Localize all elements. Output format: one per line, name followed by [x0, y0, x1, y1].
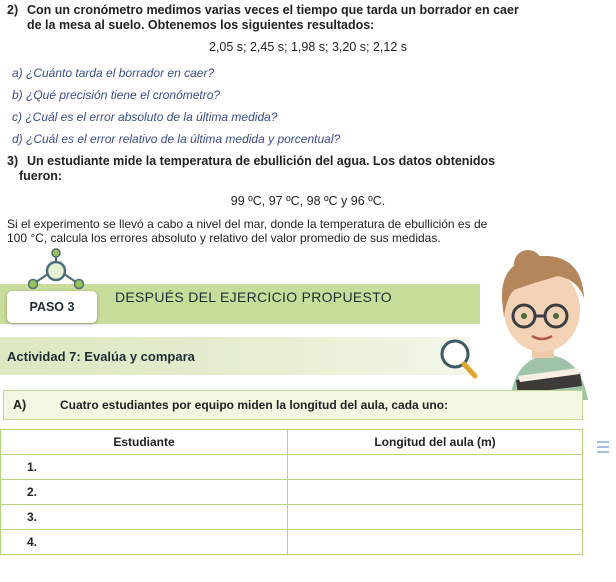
question-2b: b) ¿Qué precisión tiene el cronómetro?	[12, 88, 221, 102]
question-3-header	[7, 154, 607, 184]
table-row	[1, 505, 583, 530]
row-number: 1.	[1, 455, 288, 480]
molecule-icon	[26, 248, 86, 290]
length-cell[interactable]	[288, 455, 583, 480]
question-2-header	[7, 3, 607, 33]
question-3-line1: Un estudiante mide la temperatura de ebullición del agua. Los datos obtenidos	[27, 154, 496, 168]
header-student: Estudiante	[1, 430, 288, 455]
question-3-number: 3)	[7, 154, 19, 168]
length-cell[interactable]	[288, 505, 583, 530]
menu-icon[interactable]	[596, 440, 610, 454]
table-row	[1, 530, 583, 555]
question-2-line2: de la mesa al suelo. Obtenemos los siguientes resultados:	[27, 18, 375, 32]
question-2c: c) ¿Cuál es el error absoluto de la última medida?	[12, 110, 278, 124]
banner-title: DESPUÉS DEL EJERCICIO PROPUESTO	[115, 289, 392, 305]
table-row	[1, 455, 583, 480]
header-length: Longitud del aula (m)	[288, 430, 583, 455]
question-3-para-line2: 100 °C, calcula los errores absoluto y relativo del valor promedio de sus medidas.	[7, 231, 441, 245]
time-measurements: 2,05 s; 2,45 s; 1,98 s; 3,20 s; 2,12 s	[208, 40, 408, 54]
question-2-number: 2)	[7, 3, 19, 17]
activity-title: Actividad 7: Evalúa y compara	[7, 349, 195, 364]
row-number: 3.	[1, 505, 288, 530]
teacher-illustration	[470, 240, 616, 400]
question-2-line1: Con un cronómetro medimos varias veces el tiempo que tarda un borrador en caer	[27, 3, 519, 17]
question-3-para-line1: Si el experimento se llevó a cabo a nivel del mar, donde la temperatura de ebullición es de	[7, 217, 488, 231]
temperature-measurements: 99 ºC, 97 ºC, 98 ºC y 96 ºC.	[230, 194, 386, 208]
length-cell[interactable]	[288, 530, 583, 555]
question-2a: a) ¿Cuánto tarda el borrador en caer?	[12, 66, 215, 80]
question-3-line2: fueron:	[19, 169, 63, 183]
length-cell[interactable]	[288, 480, 583, 505]
row-number: 2.	[1, 480, 288, 505]
measurement-table	[0, 429, 583, 555]
question-2d: d) ¿Cuál es el error relativo de la última medida y porcentual?	[12, 132, 341, 146]
row-number: 4.	[1, 530, 288, 555]
table-row	[1, 480, 583, 505]
table-header-row	[1, 430, 583, 455]
section-a-text: Cuatro estudiantes por equipo miden la longitud del aula, cada uno:	[60, 398, 449, 412]
step-label: PASO 3	[7, 291, 97, 323]
section-a-letter: A)	[13, 398, 27, 412]
